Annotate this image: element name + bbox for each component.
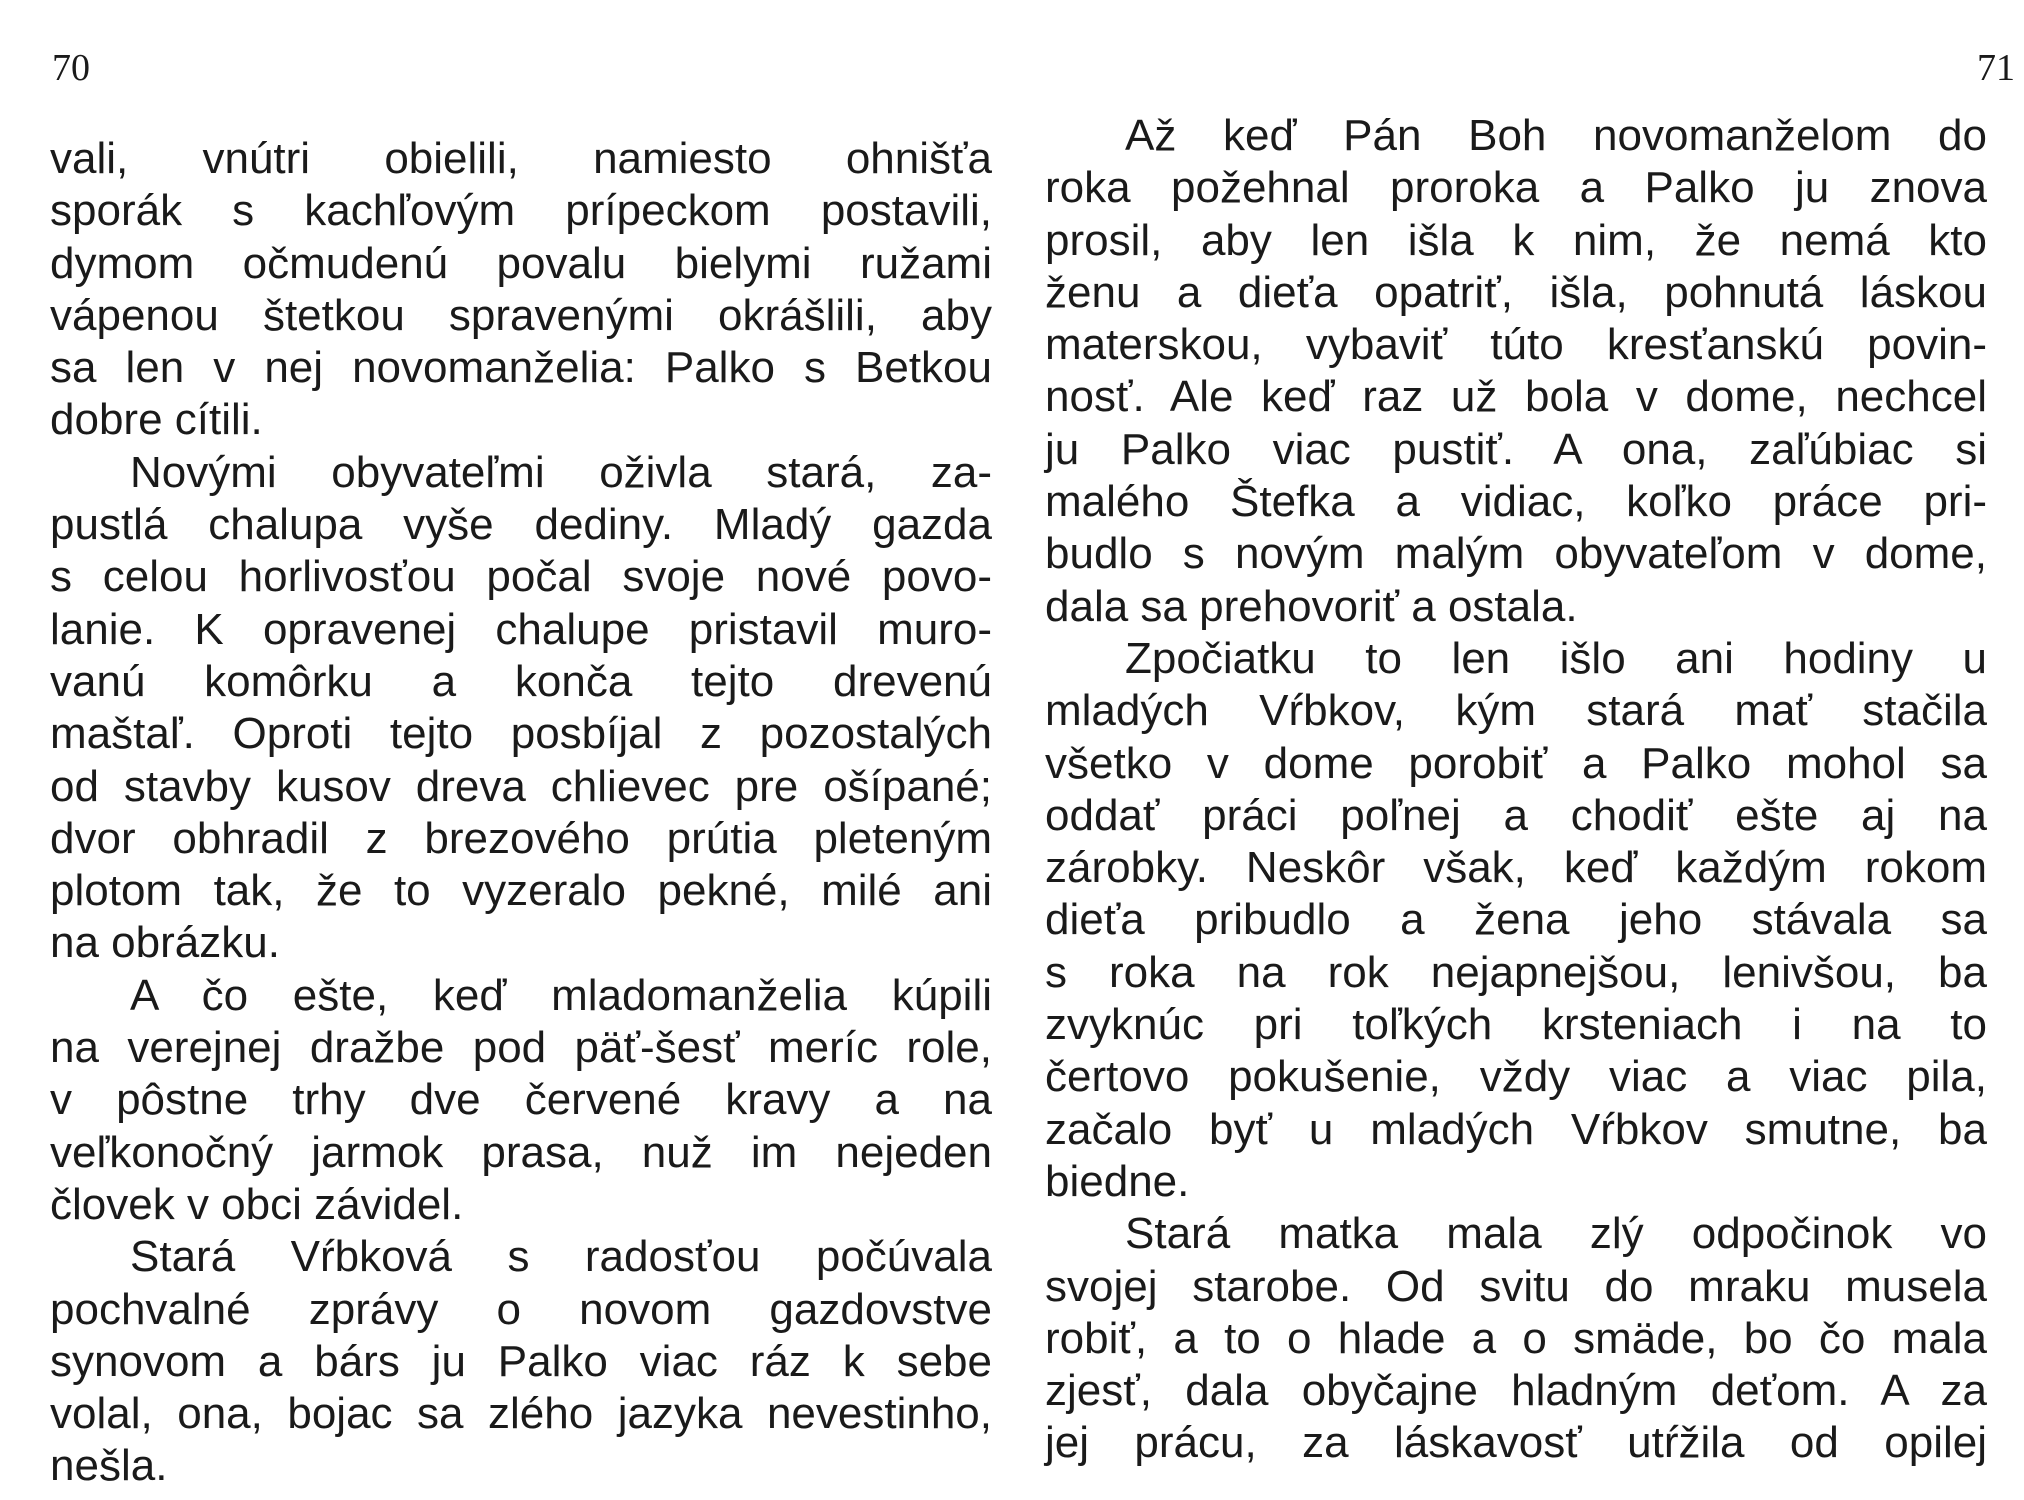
text-line: v pôstne trhy dve červené kravy a na (50, 1075, 992, 1125)
text-line: na obrázku. (50, 918, 280, 968)
text-line: dobre cítili. (50, 395, 263, 445)
text-line: sa len v nej novomanželia: Palko s Betkou (50, 343, 992, 393)
text-line: človek v obci závidel. (50, 1179, 464, 1229)
text-line: nosť. Ale keď raz už bola v dome, nechcel (1045, 372, 1987, 422)
text-line: lanie. K opravenej chalupe pristavil muro- (50, 604, 992, 654)
text-line: zvyknúc pri toľkých krsteniach i na to (1045, 1000, 1987, 1050)
text-line: malého Štefka a vidiac, koľko práce pri- (1045, 477, 1987, 527)
text-line: dvor obhradil z brezového prútia pleteným (50, 813, 992, 863)
text-line: Stará matka mala zlý odpočinok vo (1125, 1209, 1987, 1259)
text-line: roka požehnal proroka a Palko ju znova (1045, 163, 1987, 213)
text-line: veľkonočný jarmok prasa, nuž im nejeden (50, 1127, 992, 1177)
text-line: pustlá chalupa vyše dediny. Mladý gazda (50, 500, 992, 550)
text-line: dieťa pribudlo a žena jeho stávala sa (1045, 895, 1987, 945)
text-line: ju Palko viac pustiť. A ona, zaľúbiac si (1045, 424, 1987, 474)
text-line: Až keď Pán Boh novomanželom do (1125, 111, 1987, 160)
left-page (50, 0, 992, 1500)
text-line: všetko v dome porobiť a Palko mohol sa (1045, 738, 1987, 788)
text-line: Stará Vŕbková s radosťou počúvala (130, 1232, 992, 1282)
left-page-text (50, 133, 992, 1493)
right-page-text (1045, 110, 1987, 1470)
text-line: prosil, aby len išla k nim, že nemá kto (1045, 215, 1987, 265)
text-line: vali, vnútri obielili, namiesto ohnišťa (50, 134, 992, 183)
text-line: maštaľ. Oproti tejto posbíjal z pozostalých (50, 709, 992, 759)
text-line: materskou, vybaviť túto kresťanskú povin- (1045, 320, 1987, 370)
text-line: začalo byť u mladých Vŕbkov smutne, ba (1045, 1104, 1987, 1154)
text-line: od stavby kusov dreva chlievec pre ošípané; (50, 761, 992, 811)
text-line: svojej starobe. Od svitu do mraku musela (1045, 1261, 1987, 1311)
text-line: A čo ešte, keď mladomanželia kúpili (130, 970, 992, 1020)
text-line: zárobky. Neskôr však, keď každým rokom (1045, 843, 1987, 893)
text-line: vanú komôrku a konča tejto drevenú (50, 656, 992, 706)
text-line: Novými obyvateľmi oživla stará, za- (130, 447, 992, 497)
text-line: zjesť, dala obyčajne hladným deťom. A za (1045, 1366, 1987, 1416)
text-line: mladých Vŕbkov, kým stará mať stačila (1045, 686, 1987, 736)
text-line: budlo s novým malým obyvateľom v dome, (1045, 529, 1987, 579)
text-line: vápenou štetkou spravenými okrášlili, aby (50, 290, 992, 340)
text-line: nešla. (50, 1441, 168, 1491)
text-line: sporák s kachľovým prípeckom postavili, (50, 186, 992, 236)
text-line: dala sa prehovoriť a ostala. (1045, 581, 1578, 631)
right-page (1045, 0, 2015, 1500)
text-line: ženu a dieťa opatriť, išla, pohnutá láskou (1045, 267, 1987, 317)
text-line: s roka na rok nejapnejšou, lenivšou, ba (1045, 947, 1987, 997)
text-line: synovom a bárs ju Palko viac ráz k sebe (50, 1336, 992, 1386)
text-line: biedne. (1045, 1156, 1190, 1206)
text-line: oddať práci poľnej a chodiť ešte aj na (1045, 790, 1987, 840)
text-line: robiť, a to o hlade a o smäde, bo čo mala (1045, 1313, 1987, 1363)
page-number-left: 70 (52, 47, 90, 89)
text-line: pochvalné zprávy o novom gazdovstve (50, 1284, 992, 1334)
text-line: s celou horlivosťou počal svoje nové povo- (50, 552, 992, 602)
text-line: plotom tak, že to vyzeralo pekné, milé ani (50, 866, 992, 916)
text-line: čertovo pokušenie, vždy viac a viac pila, (1045, 1052, 1987, 1102)
text-line: na verejnej dražbe pod päť-šesť meríc role, (50, 1023, 992, 1073)
text-line: volal, ona, bojac sa zlého jazyka nevestinho, (50, 1389, 992, 1439)
text-line: jej prácu, za láskavosť utŕžila od opilej (1045, 1418, 1987, 1468)
page-number-right: 71 (1977, 47, 2015, 89)
text-line: dymom očmudenú povalu bielymi ružami (50, 238, 992, 288)
text-line: Zpočiatku to len išlo ani hodiny u (1125, 633, 1987, 683)
